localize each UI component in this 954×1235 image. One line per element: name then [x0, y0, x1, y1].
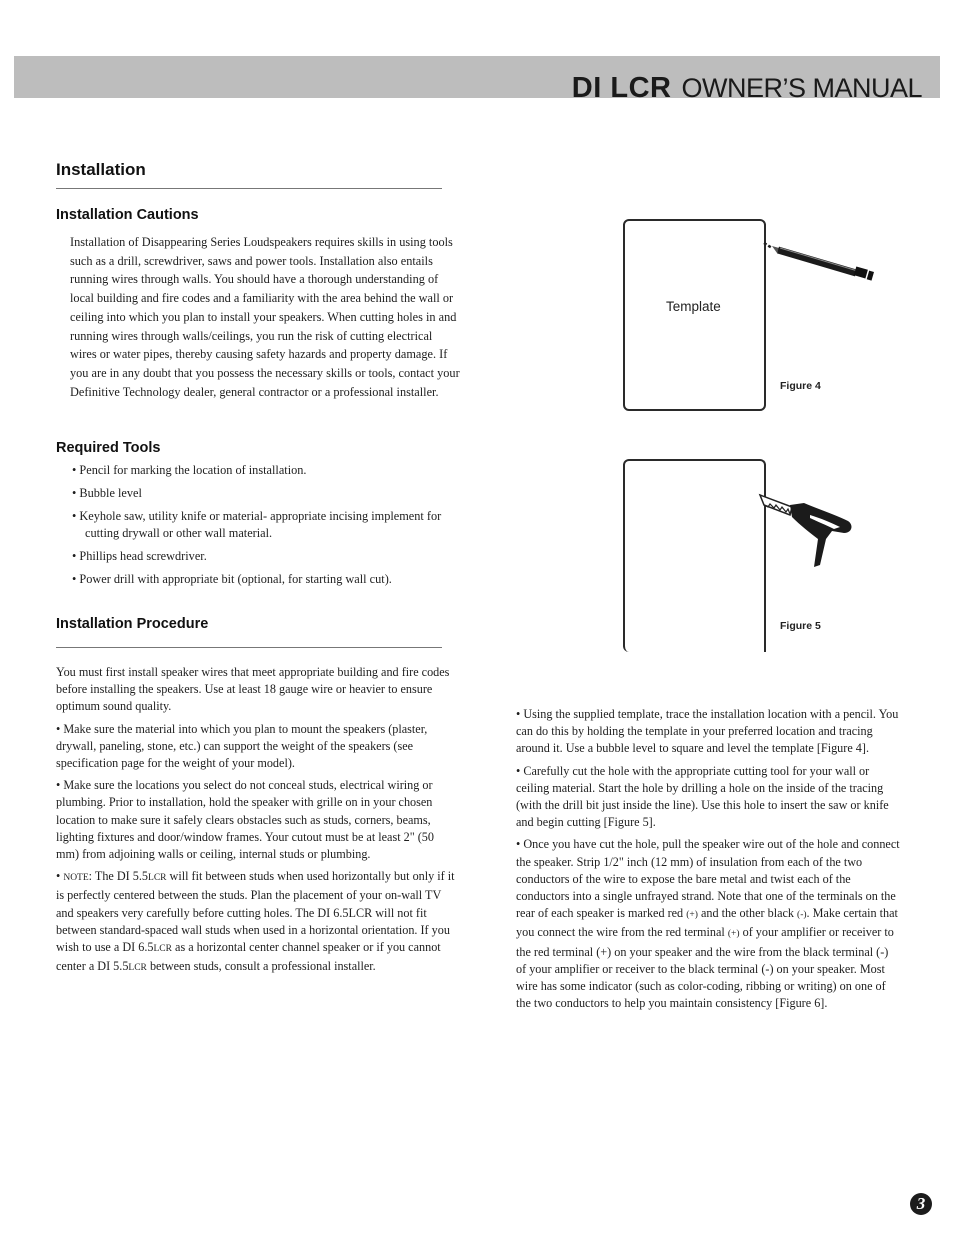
model-name: DI LCR: [571, 72, 672, 104]
section-title: Installation: [56, 160, 146, 179]
note-label: NOTE: [63, 873, 89, 884]
cautions-body: Installation of Disappearing Series Loudspeakers requires skills in using tools such as a drill, screwdriver, saws and power tools. Installation also entails running wires through walls. You should have a thorough understanding of local building and fire codes and a familiarity with the area behind the wall or ceiling into which you plan to install your speakers. When cutting holes in and running wires through walls/ceilings, you run the risk of cutting electrical wires or water pipes, thereby causing safety hazards and property damage. If you are in any doubt that you possess the necessary skills or tools, contact your Definitive Technology dealer, general contractor or a professional installer.: [70, 235, 460, 399]
procedure-left-column: [56, 664, 460, 982]
template-label: Template: [666, 299, 721, 314]
template-figure: [623, 219, 766, 411]
procedure-bullet-material: • Make sure the material into which you plan to mount the speakers (plaster, drywall, paneling, stone, etc.) can support the weight of the speakers (see specification page for the weight of your model).: [56, 721, 428, 771]
procedure-divider: [56, 647, 442, 648]
tool-item: • Bubble level: [72, 485, 462, 502]
tool-item: • Pencil for marking the location of installation.: [72, 462, 462, 479]
procedure-note: • NOTE: The DI 5.5LCR will fit between studs when used horizontally but only if it is perfectly centered between the studs. Plan the placement of your on-wall TV and speakers very carefully before cutting holes. The DI 6.5LCR will not fit between standard-spaced wall studs when used in a horizontal orientation. If you wish to use a DI 6.5LCR as a horizontal center channel speaker or if you cannot center a DI 5.5LCR between studs, consult a professional installer.: [56, 869, 455, 974]
document-title: [572, 70, 922, 103]
tool-item: • Power drill with appropriate bit (optional, for starting wall cut).: [72, 571, 462, 588]
procedure-heading: Installation Procedure: [56, 616, 209, 632]
procedure-step-trace: • Using the supplied template, trace the installation location with a pencil. You can do this by holding the template in your preferred location and tracing around it. Use a bubble level to square and level the template [Figure 4].: [516, 707, 899, 756]
saw-illustration: [740, 485, 860, 575]
page-number: 3: [910, 1193, 932, 1215]
tools-heading: Required Tools: [56, 440, 161, 456]
section-divider: [56, 188, 442, 189]
manual-title: OWNER’S MANUAL: [681, 73, 922, 103]
figure-4-caption: Figure 4: [780, 380, 821, 392]
header-bar: [14, 56, 940, 104]
tool-item: • Keyhole saw, utility knife or material- appropriate incising implement for cutting drywall or other wall material.: [72, 508, 462, 542]
saw-icon: [760, 495, 851, 567]
tool-item: • Phillips head screwdriver.: [72, 548, 462, 565]
tools-list: [72, 462, 462, 594]
pencil-illustration: [762, 238, 882, 288]
procedure-right-column: [516, 706, 900, 1017]
procedure-step-connect: • Once you have cut the hole, pull the speaker wire out of the hole and connect the speaker. Strip 1/2" inch (12 mm) of insulation from each of the two conductors of the wire to expose the bare metal and twist each of the conductors into a single unfrayed strand. Note that one of the terminals on the rear of each speaker is marked red (+) and the other black (-). Make certain that you connect the wire from the red terminal (+) of your amplifier or receiver to the red terminal (+) on your speaker and the wire from the black terminal (-) of your amplifier or receiver to the black terminal (-) on your speaker. Most wire has some indicator (such as color-coding, ribbing or writing) on one of the two conductors to help you maintain consistency [Figure 6].: [516, 837, 900, 1011]
cautions-body-block: [70, 233, 462, 406]
pencil-icon: [764, 243, 874, 281]
procedure-intro: You must first install speaker wires that meet appropriate building and fire codes before installing the speakers. Use at least 18 gauge wire or heavier to ensure optimum sound quality.: [56, 665, 450, 714]
procedure-bullet-location: • Make sure the locations you select do not conceal studs, electrical wiring or plumbing. Prior to installation, hold the speaker with grille on in your chosen location to make sure it safely clears obstacles such as studs, corners, beams, lighting fixtures and door/window frames. Your cutout must be at least 2" (50 mm) from adjoining walls or ceiling, internal studs or plumbing.: [56, 778, 434, 862]
cautions-heading: Installation Cautions: [56, 207, 199, 223]
figure-5-caption: Figure 5: [780, 620, 821, 632]
procedure-step-cut: • Carefully cut the hole with the appropriate cutting tool for your wall or ceiling material. Start the hole by drilling a hole on the inside of the tracing (with the drill bit just inside the line). Use this hole to insert the saw or knife and begin cutting [Figure 5].: [516, 763, 889, 830]
